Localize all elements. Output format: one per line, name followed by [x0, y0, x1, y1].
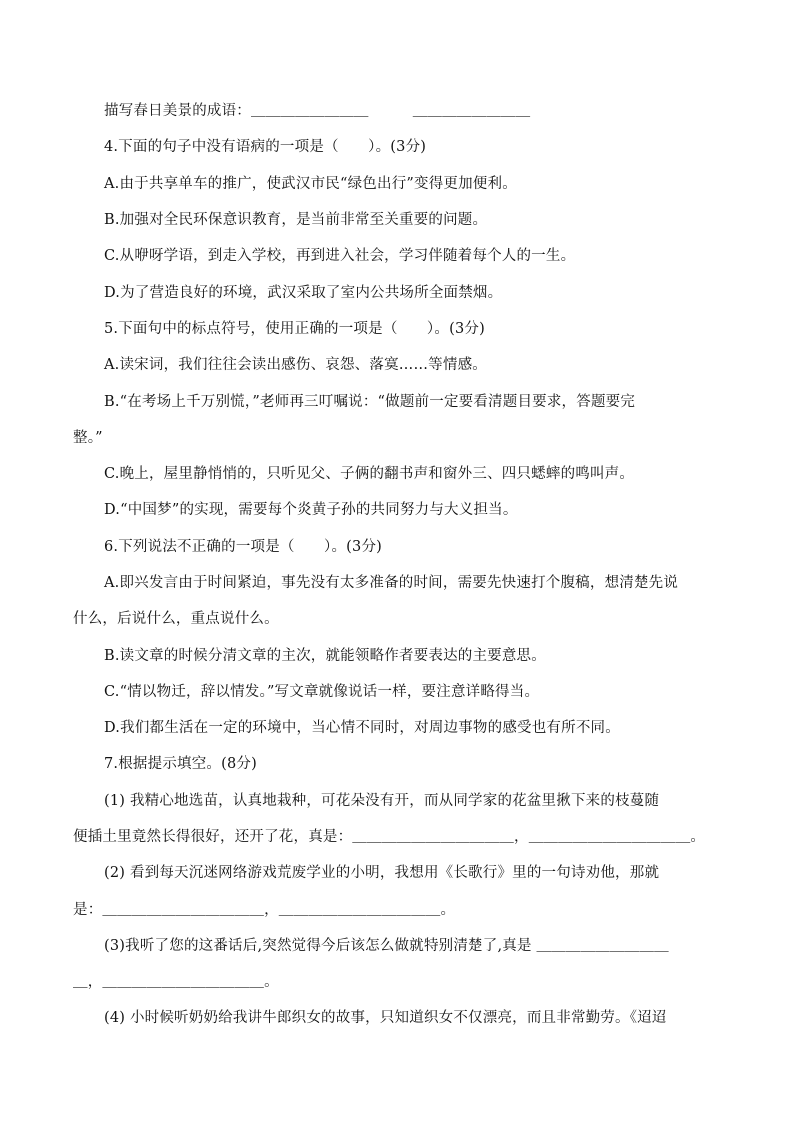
q4-option-a: A.由于共享单车的推广，使武汉市民“绿色出行”变得更加便利。	[104, 176, 517, 192]
q6-option-a-cont: 什么，后说什么，重点说什么。	[73, 611, 279, 627]
q6-option-a: A.即兴发言由于时间紧迫，事先没有太多准备的时间，需要先快速打个腹稿，想清楚先说	[104, 575, 679, 591]
question-7: 7.根据提示填空。(8分)	[104, 756, 257, 772]
q4-option-b: B.加强对全民环保意识教育，是当前非常至关重要的问题。	[104, 212, 488, 228]
q7-item-1-cont: 便插土里竟然长得很好，还开了花，真是：＿＿＿＿＿＿＿＿＿＿＿，＿＿＿＿＿＿＿＿＿＿＿。	[73, 829, 706, 845]
q7-item-4: (4) 小时候听奶奶给我讲牛郎织女的故事，只知道织女不仅漂亮，而且非常勤劳。《迢迢	[104, 1010, 667, 1026]
q5-option-d: D.“中国梦”的实现，需要每个炎黄子孙的共同努力与大义担当。	[104, 502, 518, 518]
question-4: 4.下面的句子中没有语病的一项是（ ）。(3分)	[104, 139, 427, 155]
question-6: 6.下列说法不正确的一项是（ ）。(3分)	[104, 539, 383, 555]
q7-item-2: (2) 看到每天沉迷网络游戏荒废学业的小明，我想用《长歌行》里的一句诗劝他，那就	[104, 865, 660, 881]
q7-item-1: (1) 我精心地选苗，认真地栽种，可花朵没有开，而从同学家的花盆里揪下来的枝蔓随	[104, 793, 660, 809]
q6-option-b: B.读文章的时候分清文章的主次，就能领略作者要表达的主要意思。	[104, 648, 546, 664]
q6-option-c: C.“情以物迁，辞以情发。”写文章就像说话一样，要注意详略得当。	[104, 684, 540, 700]
question-5: 5.下面句中的标点符号，使用正确的一项是（ ）。(3分)	[104, 321, 485, 337]
idiom-fill-line: 描写春日美景的成语：＿＿＿＿＿＿＿＿ ＿＿＿＿＿＿＿＿	[104, 103, 531, 119]
q7-item-2-cont: 是：＿＿＿＿＿＿＿＿＿＿＿，＿＿＿＿＿＿＿＿＿＿＿。	[73, 902, 456, 918]
q4-option-d: D.为了营造良好的环境，武汉采取了室内公共场所全面禁烟。	[104, 285, 503, 301]
q6-option-d: D.我们都生活在一定的环境中，当心情不同时，对周边事物的感受也有所不同。	[104, 720, 620, 736]
q5-option-c: C.晚上，屋里静悄悄的，只听见父、子俩的翻书声和窗外三、四只蟋蟀的鸣叫声。	[104, 466, 635, 482]
q5-option-b: B.“在考场上千万别慌，”老师再三叮嘱说：“做题前一定要看清题目要求，答题要完	[104, 394, 636, 410]
q5-option-a: A.读宋词，我们往往会读出感伤、哀怨、落寞……等情感。	[104, 357, 487, 373]
q5-option-b-cont: 整。”	[73, 430, 103, 446]
q7-item-3-cont: ＿，＿＿＿＿＿＿＿＿＿＿＿。	[73, 974, 279, 990]
q7-item-3: (3)我听了您的这番话后,突然觉得今后该怎么做就特别清楚了,真是 ＿＿＿＿＿＿＿＿＿	[104, 938, 669, 954]
q4-option-c: C.从咿呀学语，到走入学校，再到进入社会，学习伴随着每个人的一生。	[104, 248, 576, 264]
